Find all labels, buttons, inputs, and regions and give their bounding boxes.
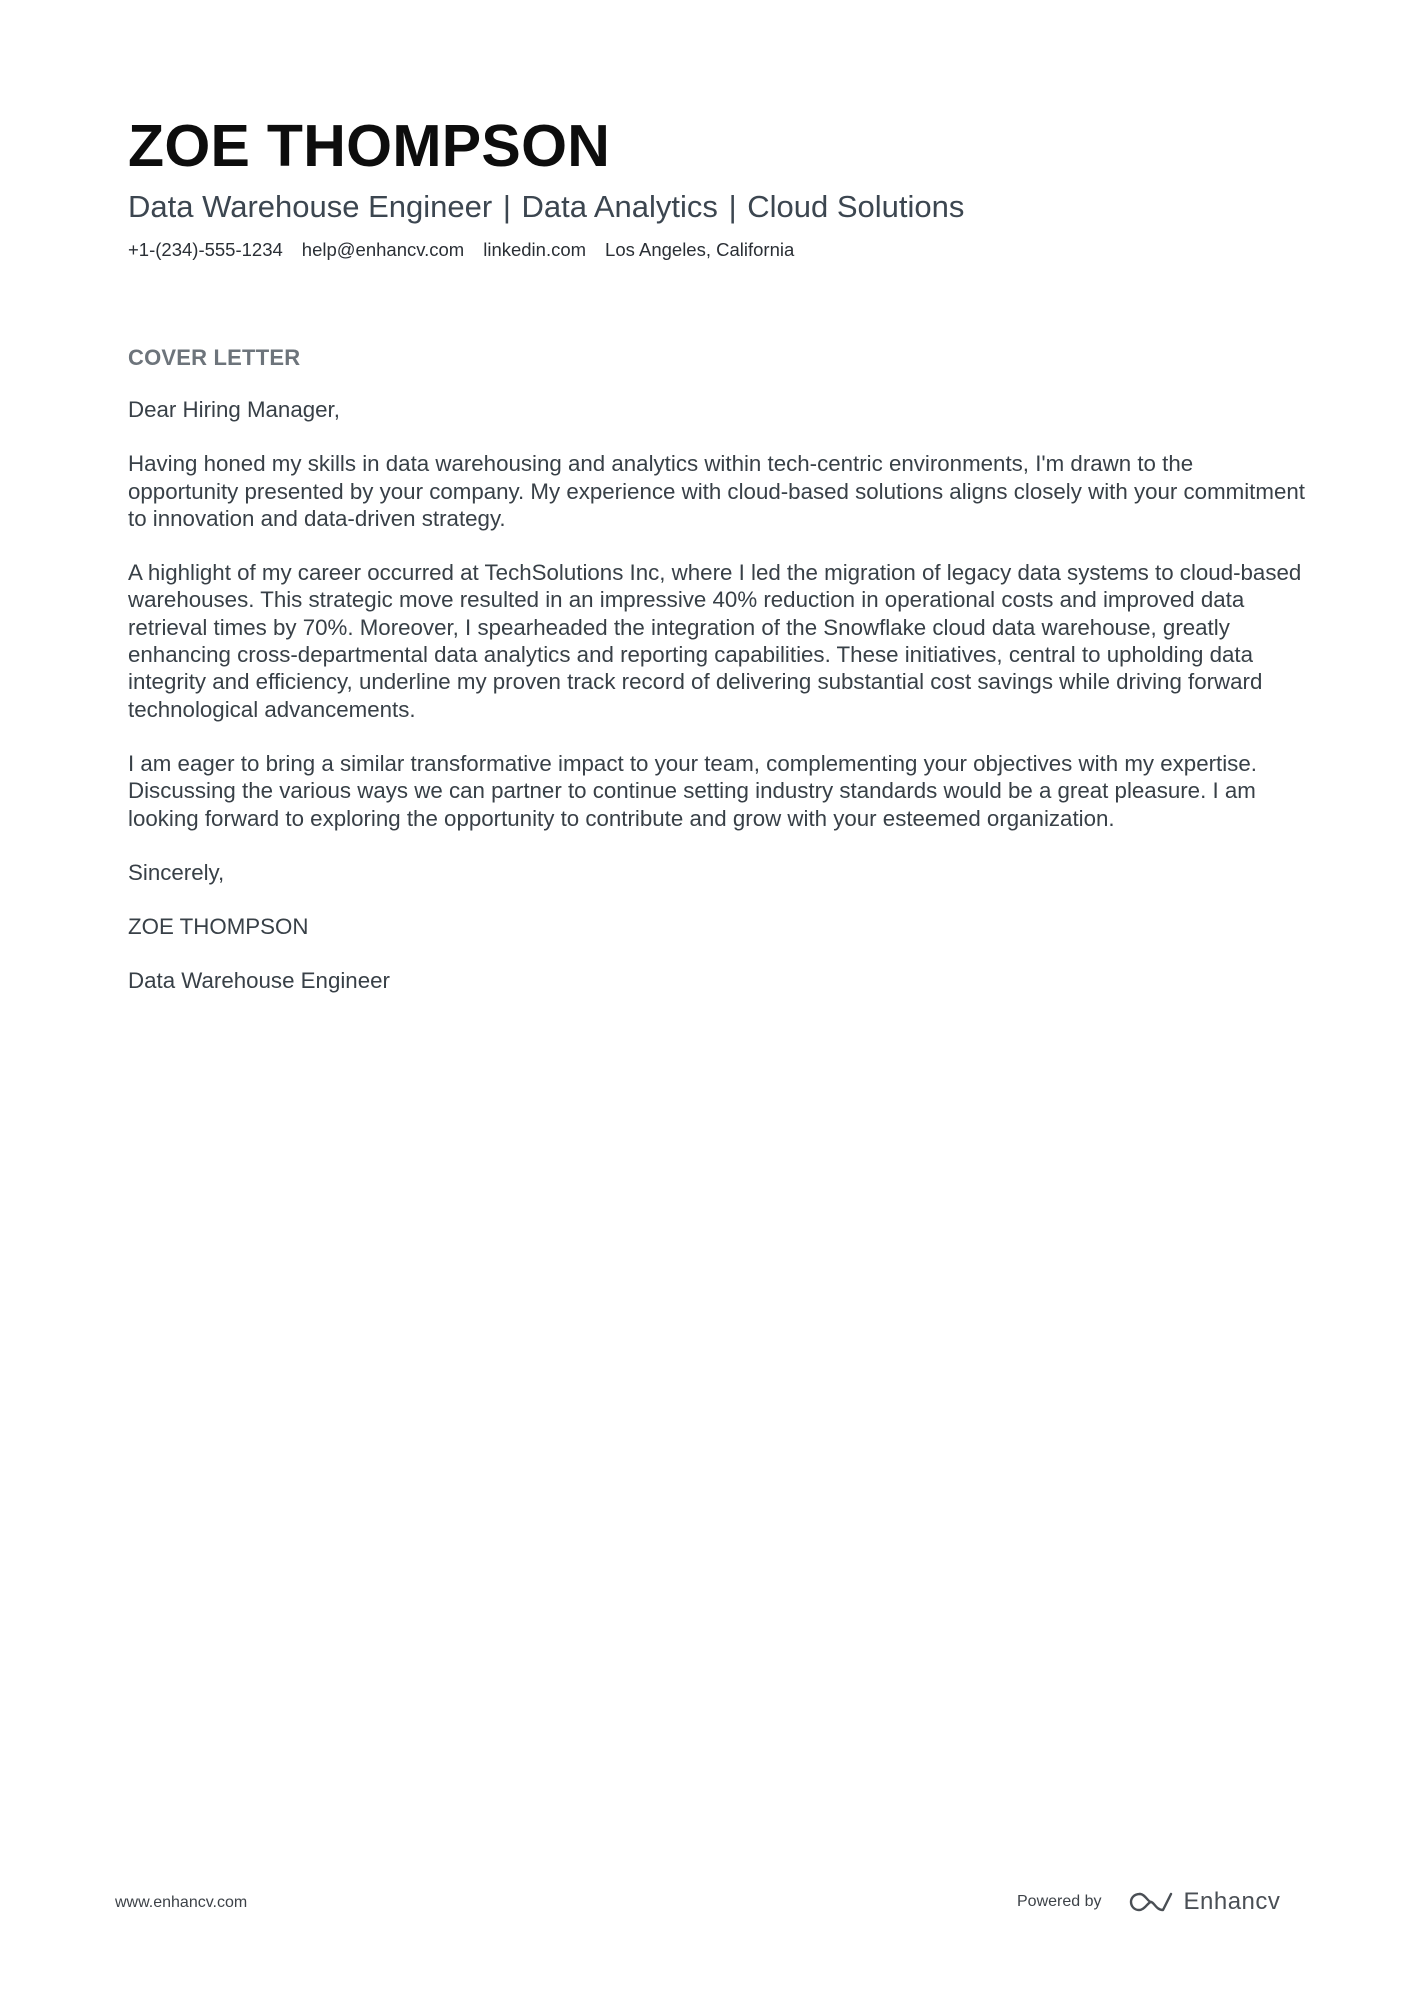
signature-title: Data Warehouse Engineer (128, 968, 390, 994)
headline-part-role: Data Warehouse Engineer (128, 189, 493, 224)
contact-linkedin[interactable]: linkedin.com (483, 239, 587, 260)
footer-branding[interactable] (1017, 1882, 1280, 1922)
greeting: Dear Hiring Manager, (128, 397, 340, 422)
enhancv-brand-name: Enhancv (1183, 1888, 1281, 1915)
headline-separator: | (728, 189, 737, 224)
enhancv-logo-icon (1128, 1890, 1174, 1914)
contact-email[interactable]: help@enhancv.com (301, 239, 465, 260)
section-title: COVER LETTER (128, 345, 301, 370)
contact-info (128, 238, 1288, 262)
headline-part-cloud: Cloud Solutions (747, 189, 965, 224)
headline-part-analytics: Data Analytics (521, 189, 718, 224)
paragraph-intro: Having honed my skills in data warehousing and analytics within tech-centric environments, I'm drawn to the opportunity presented by your company. My experience with cloud-based solutions aligns closely with your commitment to innovation and data-driven strategy. (128, 451, 1305, 531)
footer-website[interactable]: www.enhancv.com (115, 1894, 248, 1911)
powered-by-label: Powered by (1017, 1893, 1102, 1910)
closing-salutation: Sincerely, (128, 859, 225, 885)
headline-separator: | (502, 189, 511, 224)
candidate-headline (128, 188, 1288, 226)
paragraph-highlight: A highlight of my career occurred at TechSolutions Inc, where I led the migration of legacy data systems to cloud-based warehouses. This strategic move resulted in an impressive 40% reduction in operational costs and improved data retrieval times by 70%. Moreover, I spearheaded the integration of the Snowflake cloud data warehouse, greatly enhancing cross-departmental data analytics and reporting capabilities. These initiatives, central to upholding data integrity and efficiency, underline my proven track record of delivering substantial cost savings while driving forward technological advancements. (128, 560, 1302, 722)
contact-phone[interactable]: +1-(234)-555-1234 (128, 239, 283, 260)
header (128, 112, 1288, 262)
contact-location: Los Angeles, California (605, 239, 795, 260)
paragraph-closing: I am eager to bring a similar transformative impact to your team, complementing your objectives with my expertise. Discussing the various ways we can partner to continue setting industry standards would be a great pleasure. I am looking forward to exploring the opportunity to contribute and grow with your esteemed organization. (128, 750, 1257, 831)
candidate-name: ZOE THOMPSON (128, 113, 611, 179)
signature-name: ZOE THOMPSON (128, 914, 309, 940)
letter-body (128, 344, 1308, 995)
